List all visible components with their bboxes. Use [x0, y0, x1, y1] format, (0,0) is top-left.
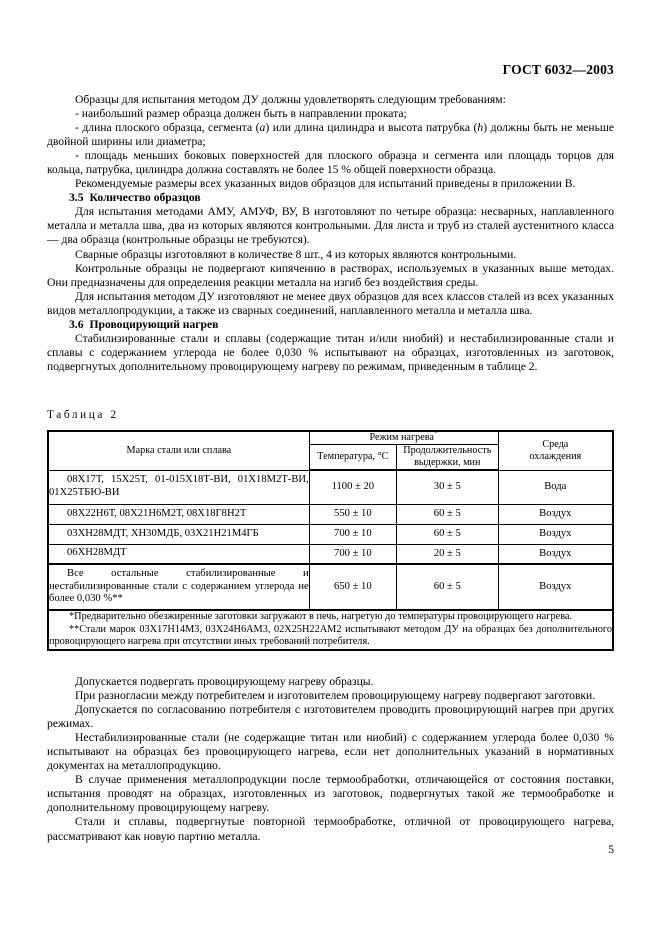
- duration-line-1: Продолжительность: [403, 445, 492, 456]
- cell-environment: Воздух: [498, 504, 613, 524]
- table-row: [48, 504, 613, 524]
- running-header-standard-number: ГОСТ 6032—2003: [502, 62, 614, 77]
- cell-temperature: 700 ± 10: [309, 544, 396, 564]
- column-header-cooling-environment: [498, 431, 613, 470]
- column-header-heating-regime: [309, 428, 498, 445]
- paragraph-control-samples: Контрольные образцы не подвергают кипячению в растворах, используемых в указанных выше методах. Они предназначены для определения реакции металла на изгиб без воздействия среды.: [47, 261, 614, 289]
- table-row: [48, 524, 613, 544]
- cell-temperature: 650 ± 10: [309, 564, 396, 610]
- table-row: [48, 564, 613, 610]
- cell-duration: 30 ± 5: [396, 470, 498, 504]
- table-header-row-1: [48, 431, 613, 445]
- page-number: 5: [608, 843, 614, 856]
- cell-grade: 08Х17Т, 15Х25Т, 01-015Х18Т-ВИ, 01Х18М2Т-ВИ, 01Х25ТБЮ-ВИ: [48, 470, 309, 504]
- footnote-double-asterisk: **Стали марок 03Х17Н14М3, 03Х24Н6АМ3, 02Х25Н22АМ2 испытывают методом ДУ на образцах без дополнительного провоцирующего нагрева при отсутствии иных требований потребителя.: [49, 623, 612, 648]
- table-caption: Таблица 2: [47, 409, 119, 421]
- paragraph-recommended-sizes: Рекомендуемые размеры всех указанных видов образцов для испытаний приведены в приложении В.: [75, 177, 576, 191]
- cell-duration: 60 ± 5: [396, 504, 498, 524]
- paragraph-allowed-heat-samples: Допускается подвергать провоцирующему нагреву образцы.: [75, 675, 374, 688]
- paragraph-sample-count-methods: Для испытания методами АМУ, АМУФ, ВУ, В изготовляют по четыре образца: несварных, наплавленного металла и металла шва, два из которых являются контрольными. Для листа и труб из сталей аустенитного класса — два образца (контрольные образцы не требуются).: [47, 205, 614, 247]
- table-2-wrapper: [47, 430, 614, 651]
- table-row: [48, 544, 613, 564]
- paragraph-requirement-length: [47, 121, 614, 149]
- cell-temperature: 1100 ± 20: [309, 470, 396, 504]
- table-heating-regimes: [47, 430, 614, 651]
- requirement-length-part-c: ) должны быть не меньше двойной ширины или диаметра;: [47, 121, 615, 149]
- table-notes-row: [48, 610, 613, 650]
- cooling-environment-line-1: Среда: [542, 438, 569, 450]
- symbol-a: a: [259, 121, 266, 135]
- cell-environment: Воздух: [498, 544, 613, 564]
- paragraph-agreed-other-regimes: Допускается по согласованию потребителя с изготовителем проводить провоцирующий нагрев при других режимах.: [47, 703, 614, 731]
- column-header-temperature: Температура, °С: [309, 445, 396, 471]
- heading-3-5-title: Количество образцов: [89, 191, 201, 205]
- table-body: [48, 470, 613, 650]
- paragraph-after-heat-treatment: В случае применения металлопродукции после термообработки, отличающейся от состояния поставки, испытания проводят на образцах, изготовленных из заготовок, подвергнутых такой же термообработке и дополнительному провоцирующему нагреву.: [47, 773, 614, 815]
- heading-3-6: [47, 318, 614, 332]
- paragraph-disagreement-billets: При разногласии между потребителем и изготовителем провоцирующему нагреву подвергают заготовки.: [75, 689, 596, 703]
- column-header-duration: [396, 445, 498, 471]
- paragraph-requirement-side-area: - площадь меньших боковых поверхностей для плоского образца и сегмента или площадь торцов для кольца, патрубка, цилиндра должна составлять не более 15 % общей поверхности образца.: [47, 149, 614, 177]
- paragraph-requirement-rolling-direction: - наибольший размер образца должен быть в направлении проката;: [75, 107, 407, 121]
- table-row: [48, 470, 613, 504]
- heading-3-6-number: 3.6: [69, 317, 84, 331]
- paragraph-welded-samples: Сварные образцы изготовляют в количестве 8 шт., 4 из которых являются контрольными.: [75, 247, 517, 261]
- heading-3-6-title: Провоцирующий нагрев: [89, 317, 219, 331]
- column-header-grade: Марка стали или сплава: [48, 431, 309, 470]
- cell-grade: 03ХН28МДТ, ХН30МДБ, 03Х21Н21М4ГБ: [48, 524, 309, 544]
- table-footnotes: [48, 610, 613, 650]
- cell-duration: 60 ± 5: [396, 524, 498, 544]
- cell-grade: 06ХН28МДТ: [48, 544, 309, 564]
- table-header: [48, 428, 613, 470]
- cell-grade: 08Х22Н6Т, 08Х21Н6М2Т, 08Х18Г8Н2Т: [48, 504, 309, 524]
- requirement-length-part-b: ) или длина цилиндра и высота патрубка (: [265, 121, 478, 135]
- body-text-bottom: [47, 675, 614, 844]
- cell-duration: 20 ± 5: [396, 544, 498, 564]
- symbol-h: h: [477, 121, 484, 135]
- heating-regime-label: Режим нагрева: [369, 432, 434, 443]
- paragraph-provoking-heating-intro: Стабилизированные стали и сплавы (содержащие титан и/или ниобий) и нестабилизированные стали и сплавы с содержанием углерода не более 0,030 % испытывают на образцах, изготовленных из заготовок, подвергнутых дополнительному провоцирующему нагреву по режимам, приведенным в таблице 2.: [47, 331, 614, 373]
- cell-environment: Вода: [498, 470, 613, 504]
- heading-3-5: [47, 191, 614, 205]
- cell-temperature: 700 ± 10: [309, 524, 396, 544]
- heading-3-5-number: 3.5: [69, 191, 84, 205]
- paragraph-repeat-heat-treatment: Стали и сплавы, подвергнутые повторной термообработке, отличной от провоцирующего нагрева, рассматривают как новую партию металла.: [47, 815, 614, 843]
- cell-temperature: 550 ± 10: [309, 504, 396, 524]
- requirement-length-part-a: - длина плоского образца, сегмента (: [75, 121, 260, 135]
- footnote-asterisk: *Предварительно обезжиренные заготовки загружают в печь, нагретую до температуры провоцирующего нагрева.: [69, 611, 573, 622]
- body-text-top: [47, 93, 614, 374]
- cell-environment: Воздух: [498, 564, 613, 610]
- footnote-marker-asterisk: *: [433, 428, 438, 438]
- cooling-environment-line-2: охлаждения: [529, 450, 582, 462]
- paragraph-du-requirements-intro: Образцы для испытания методом ДУ должны удовлетворять следующим требованиям:: [75, 93, 506, 106]
- paragraph-du-method-samples: Для испытания методом ДУ изготовляют не менее двух образцов для всех классов сталей из всех указанных видов металлопродукции, а также из сварных соединений, наплавленного металла и металла шва.: [47, 289, 614, 317]
- cell-grade: Все остальные стабилизированные и нестабилизированные стали с содержанием углерода не более 0,030 %**: [48, 564, 309, 610]
- cell-environment: Воздух: [498, 524, 613, 544]
- duration-line-2: выдержки, мин: [414, 457, 481, 468]
- paragraph-unstabilized-steels: Нестабилизированные стали (не содержащие титан или ниобий) с содержанием углерода более 0,030 % испытывают на образцах без провоцирующего нагрева, если нет дополнительных указаний в нормативных документах на металлопродукцию.: [47, 731, 614, 773]
- cell-duration: 60 ± 5: [396, 564, 498, 610]
